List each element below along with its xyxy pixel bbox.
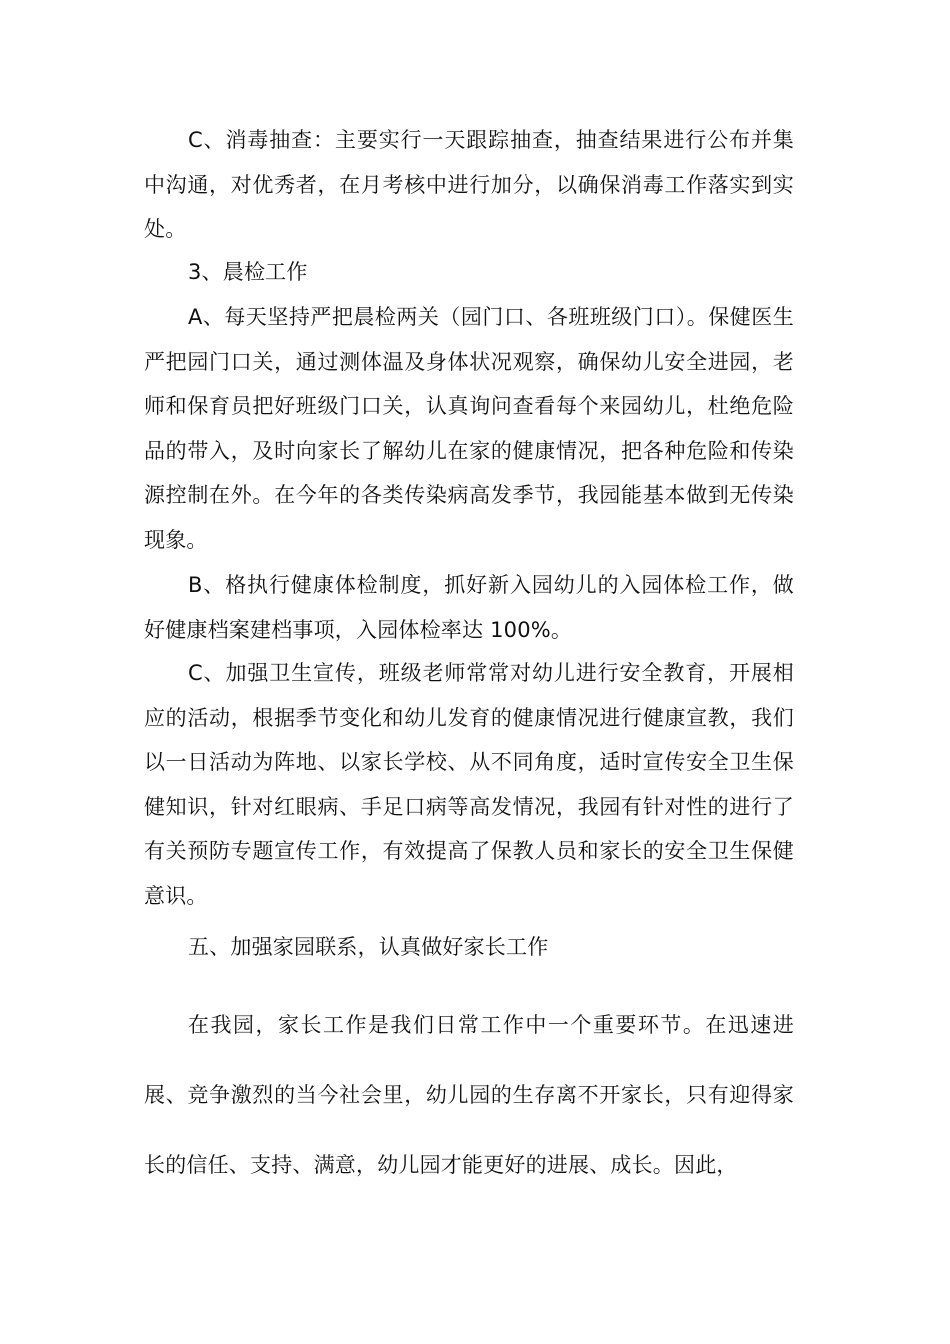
paragraph-hygiene-promotion-c: C、加强卫生宣传，班级老师常常对幼儿进行安全教育，开展相应的活动，根据季节变化和幼儿发育的健康情况进行健康宣教，我们以一日活动为阵地、以家长学校、从不同角度，适时宣传安全卫生保健知识，针对红眼病、手足口病等高发情况，我园有针对性的进行了有关预防专题宣传工作，有效提高了保教人员和家长的安全卫生保健意识。 xyxy=(144,661,794,908)
paragraph-disinfection-check: C、消毒抽查：主要实行一天跟踪抽查，抽查结果进行公布并集中沟通，对优秀者，在月考核中进行加分，以确保消毒工作落实到实处。 xyxy=(144,128,794,241)
heading-morning-check: 3、晨检工作 xyxy=(188,260,308,284)
paragraph-morning-check-a: A、每天坚持严把晨检两关（园门口、各班班级门口）。保健医生严把园门口关，通过测体温及身体状况观察，确保幼儿安全进园，老师和保育员把好班级门口关，认真询问查看每个来园幼儿，杜绝危险品的带入，及时向家长了解幼儿在家的健康情况，把各种危险和传染源控制在外。在今年的各类传染病高发季节，我园能基本做到无传染现象。 xyxy=(144,305,794,552)
paragraph-parent-work: 在我园，家长工作是我们日常工作中一个重要环节。在迅速进展、竞争激烈的当今社会里，幼儿园的生存离不开家长，只有迎得家长的信任、支持、满意，幼儿园才能更好的进展、成长。因此， xyxy=(144,1013,794,1177)
paragraph-health-exam-b: B、格执行健康体检制度，抓好新入园幼儿的入园体检工作，做好健康档案建档事项，入园体检率达 100%。 xyxy=(144,573,794,642)
heading-home-school-contact: 五、加强家园联系，认真做好家长工作 xyxy=(188,935,549,959)
